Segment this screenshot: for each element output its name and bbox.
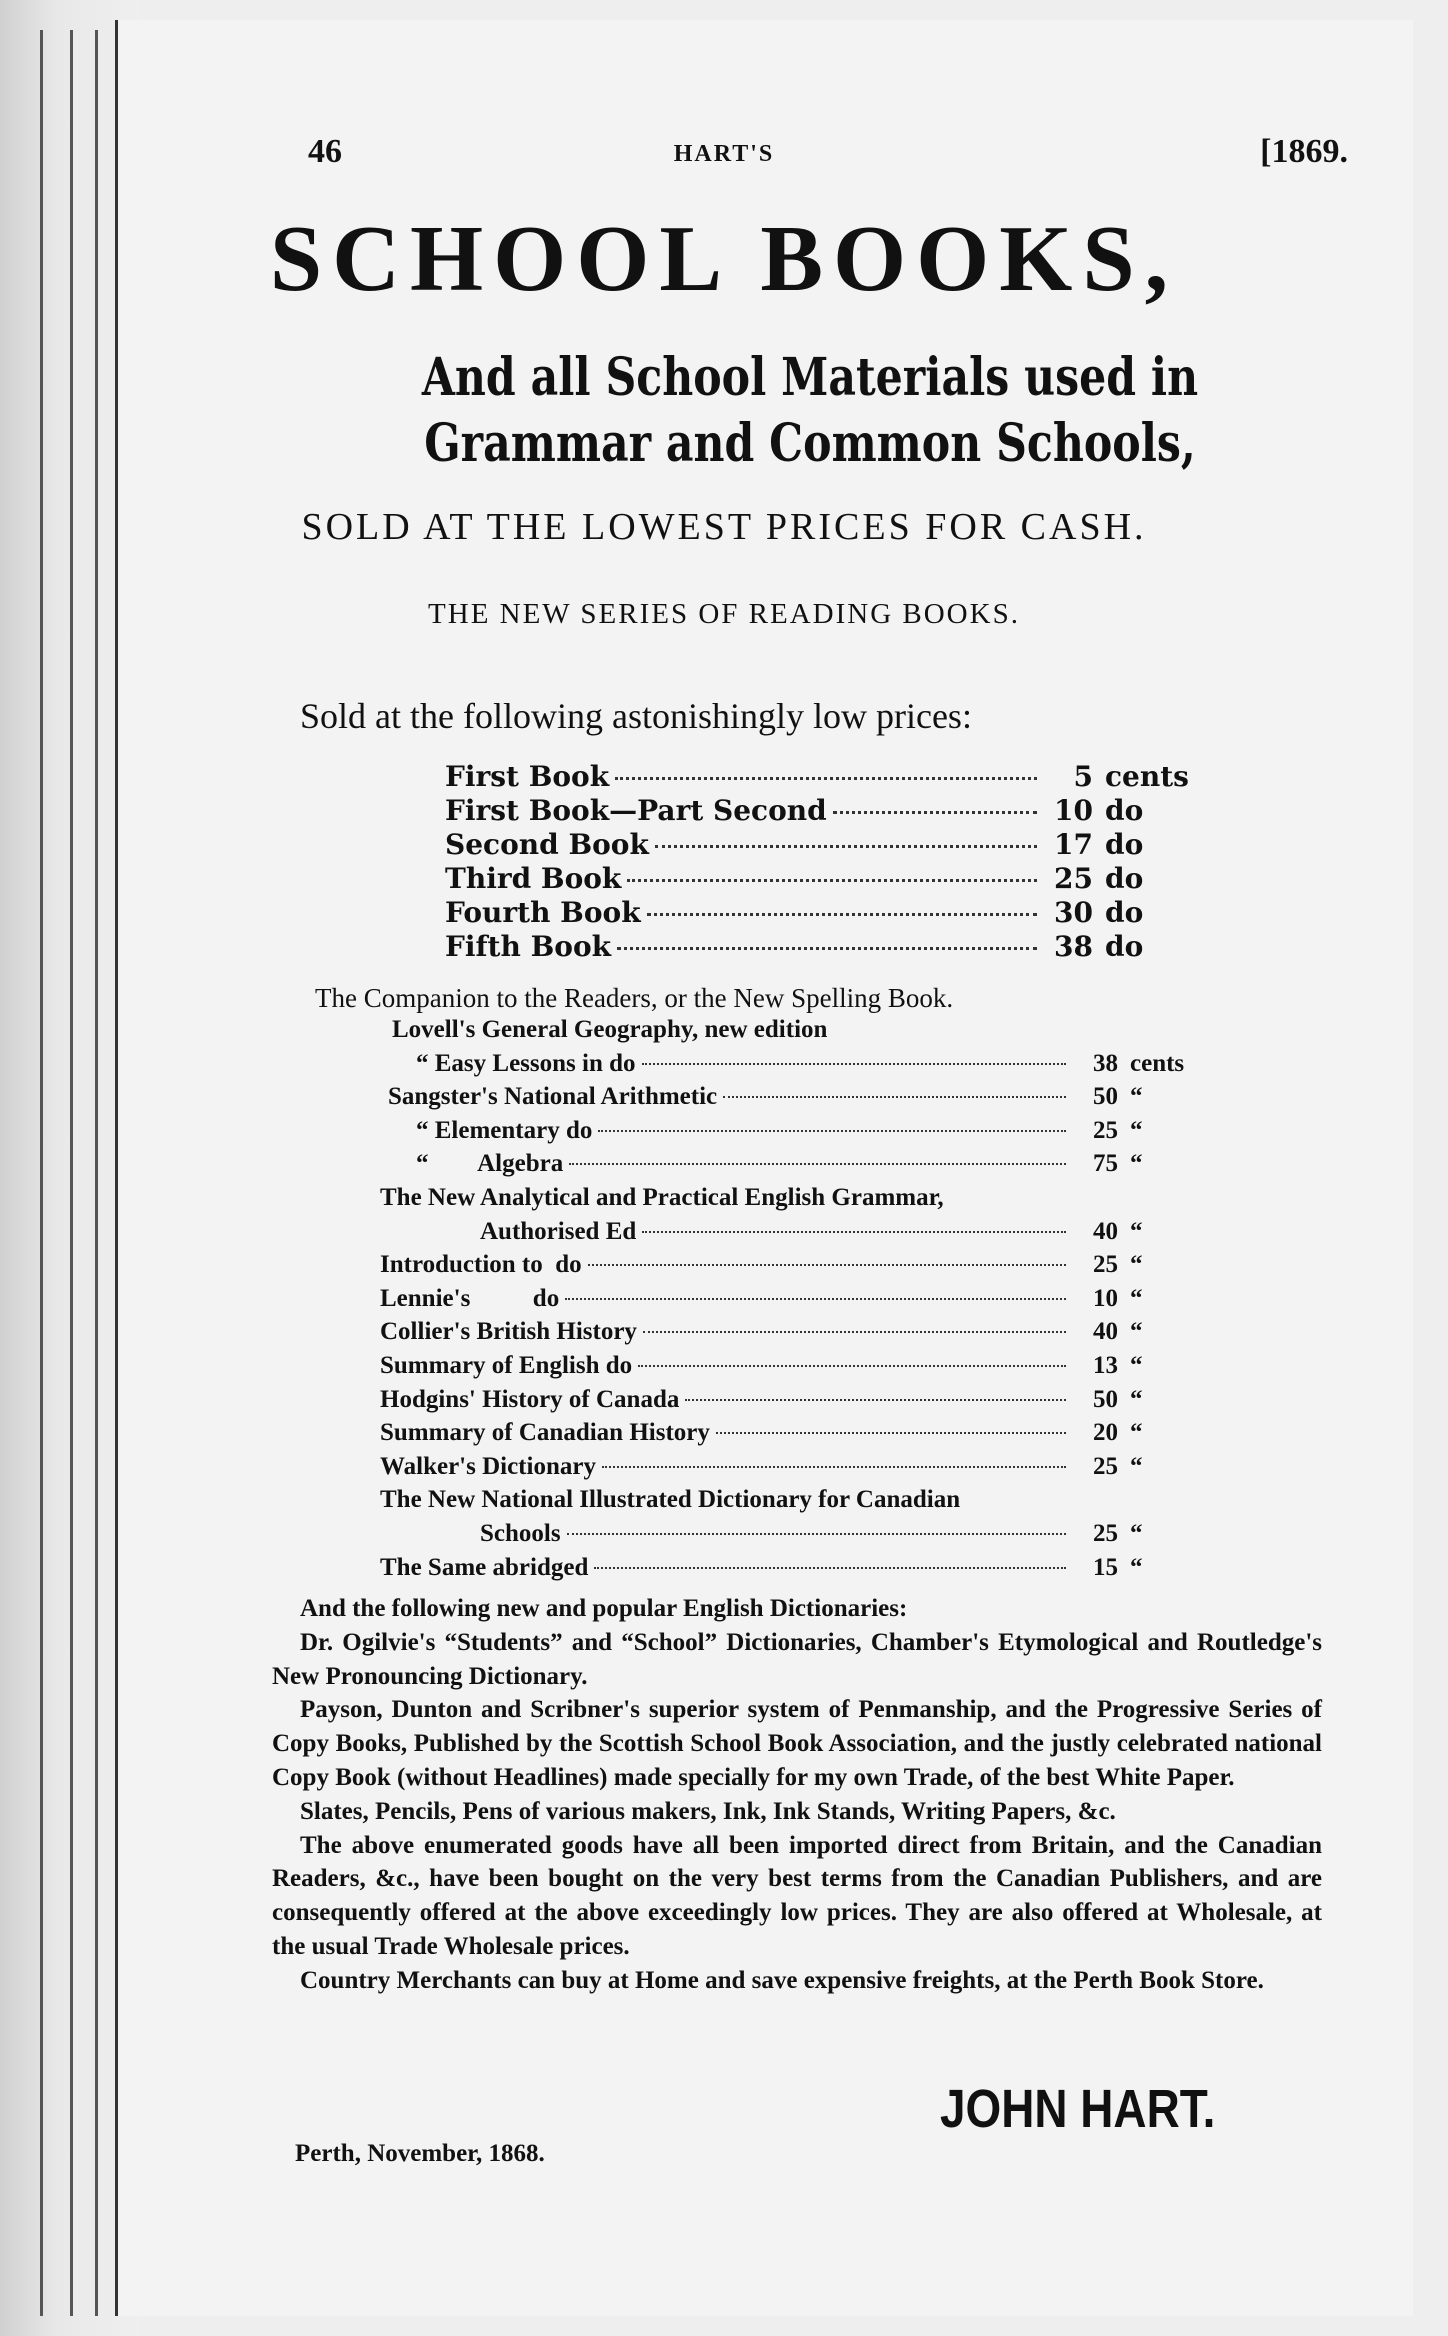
- leader-dots: [833, 811, 1037, 814]
- price-row: [380, 1285, 1210, 1319]
- leader-dots: [716, 1432, 1066, 1434]
- item-unit: “: [1130, 1284, 1143, 1312]
- item-name: Sangster's National Arithmetic: [388, 1083, 718, 1111]
- price-row: [445, 794, 1215, 828]
- price-row: [380, 1386, 1210, 1420]
- item-price: 5: [1073, 760, 1093, 793]
- leader-dots: [627, 879, 1037, 882]
- item-unit: “: [1130, 1452, 1143, 1480]
- item-price: 40: [1093, 1318, 1118, 1346]
- leader-dots: [643, 1331, 1066, 1333]
- readers-price-list: [445, 760, 1215, 964]
- item-price: 50: [1093, 1385, 1118, 1413]
- price-row: [380, 1150, 1210, 1184]
- item-name: Walker's Dictionary: [380, 1452, 596, 1480]
- year: [1869.: [1260, 133, 1348, 170]
- item-unit: “: [1130, 1083, 1143, 1111]
- page-number: 46: [308, 133, 342, 170]
- leader-dots: [655, 845, 1037, 848]
- item-unit: “: [1130, 1150, 1143, 1178]
- leader-dots: [567, 1533, 1066, 1535]
- item-unit: “: [1130, 1217, 1143, 1245]
- paragraph: The above enumerated goods have all been imported direct from Britain, and the Canadian Readers, &c., have been bought on the very best terms from the Canadian Publishers, and are consequently offered at the above exceedingly low prices. They are also offered at Wholesale, at the usual Trade Wholesale prices.: [272, 1831, 1322, 1960]
- item-name: “ Easy Lessons in do: [416, 1049, 636, 1077]
- item-price: 75: [1093, 1150, 1118, 1178]
- item-price: 25: [1093, 1452, 1118, 1480]
- item-unit: “: [1130, 1351, 1143, 1379]
- item-name: Hodgins' History of Canada: [380, 1385, 680, 1413]
- price-row: [445, 760, 1215, 794]
- item-price: 17: [1054, 828, 1093, 861]
- leader-dots: [598, 1130, 1066, 1132]
- leader-dots: [685, 1399, 1066, 1401]
- item-unit: do: [1105, 794, 1144, 827]
- item-name: “ Algebra: [416, 1150, 564, 1178]
- leader-dots: [615, 777, 1037, 780]
- item-price: 25: [1093, 1116, 1118, 1144]
- item-unit: “: [1130, 1553, 1143, 1581]
- page-edge-line: [70, 30, 73, 2316]
- price-row: [380, 1453, 1210, 1487]
- item-name: First Book—Part Second: [445, 794, 827, 827]
- price-row: [380, 1554, 1210, 1588]
- item-name: Third Book: [445, 862, 622, 895]
- item-price: 38: [1054, 930, 1093, 963]
- companion-line: The Companion to the Readers, or the New Spelling Book.: [315, 983, 954, 1013]
- item-price: 50: [1093, 1083, 1118, 1111]
- price-row: [445, 896, 1215, 930]
- item-price: 10: [1093, 1284, 1118, 1312]
- price-row: [380, 1251, 1210, 1285]
- price-row: [380, 1050, 1210, 1084]
- leader-dots: [569, 1163, 1066, 1165]
- paragraph: Payson, Dunton and Scribner's superior system of Penmanship, and the Progressive Series of Copy Books, Published by the Scottish School Book Association, and the justly celebrated national Copy Book (without Headlines) made specially for my own Trade, of the best White Paper.: [272, 1696, 1322, 1791]
- price-row: [380, 1318, 1210, 1352]
- item-price: 13: [1093, 1351, 1118, 1379]
- item-name: Summary of English do: [380, 1351, 633, 1379]
- price-row: [380, 1117, 1210, 1151]
- item-price: 15: [1093, 1553, 1118, 1581]
- item-unit: “: [1130, 1385, 1143, 1413]
- price-row: [380, 1218, 1210, 1252]
- item-name: Collier's British History: [380, 1318, 637, 1346]
- item-unit: cents: [1105, 760, 1189, 793]
- price-row: [445, 828, 1215, 862]
- item-unit: do: [1105, 828, 1144, 861]
- leader-dots: [642, 1063, 1066, 1065]
- item-name: Schools: [480, 1519, 561, 1547]
- running-header: [0, 133, 1448, 183]
- price-row: [445, 862, 1215, 896]
- price-row: [380, 1419, 1210, 1453]
- item-name: Fourth Book: [445, 896, 641, 929]
- item-unit: “: [1130, 1419, 1143, 1447]
- paragraph: Country Merchants can buy at Home and save expensive freights, at the Perth Book Store.: [300, 1966, 1264, 1994]
- page-title: SCHOOL BOOKS,: [269, 207, 1179, 311]
- item-name: Summary of Canadian History: [380, 1419, 710, 1447]
- leader-dots: [588, 1264, 1066, 1266]
- item-name: Fifth Book: [445, 930, 612, 963]
- item-price: 20: [1093, 1419, 1118, 1447]
- book-line: The New Analytical and Practical English Grammar,: [380, 1183, 944, 1211]
- item-price: 25: [1054, 862, 1093, 895]
- price-row: [445, 930, 1215, 964]
- leader-dots: [638, 1365, 1066, 1367]
- item-unit: “: [1130, 1318, 1143, 1346]
- item-unit: do: [1105, 862, 1144, 895]
- series-line: THE NEW SERIES OF READING BOOKS.: [428, 598, 1020, 630]
- intro-line: Sold at the following astonishingly low prices:: [300, 696, 972, 736]
- page-edge-line: [95, 30, 98, 2316]
- paragraph: And the following new and popular English Dictionaries:: [300, 1595, 908, 1622]
- price-row: [380, 1520, 1210, 1554]
- item-price: 38: [1093, 1049, 1118, 1077]
- item-unit: do: [1105, 930, 1144, 963]
- item-price: 10: [1054, 794, 1093, 827]
- item-name: The Same abridged: [380, 1553, 589, 1581]
- leader-dots: [723, 1096, 1066, 1098]
- item-price: 40: [1093, 1217, 1118, 1245]
- price-row: [380, 1352, 1210, 1386]
- item-name: Second Book: [445, 828, 649, 861]
- page-edge-line: [40, 30, 43, 2316]
- books-price-list: [380, 1016, 1210, 1587]
- paragraph: Slates, Pencils, Pens of various makers, Ink, Ink Stands, Writing Papers, &c.: [300, 1797, 1116, 1825]
- price-row: [380, 1083, 1210, 1117]
- item-name: Lennie's do: [380, 1284, 560, 1312]
- book-line: Lovell's General Geography, new edition: [392, 1016, 828, 1043]
- leader-dots: [642, 1231, 1066, 1233]
- leader-dots: [602, 1466, 1066, 1468]
- item-name: “ Elementary do: [416, 1116, 593, 1144]
- signature: JOHN HART.: [940, 2079, 1216, 2139]
- item-price: 30: [1054, 896, 1093, 929]
- item-name: Authorised Ed: [480, 1217, 637, 1245]
- item-price: 25: [1093, 1519, 1118, 1547]
- item-unit: “: [1130, 1519, 1143, 1547]
- subtitle: And all School Materials used in Grammar and Common Schools,: [421, 347, 1199, 474]
- item-name: Introduction to do: [380, 1251, 582, 1279]
- paragraph: Dr. Ogilvie's “Students” and “School” Dictionaries, Chamber's Etymological and Routledge's New Pronouncing Dictionary.: [272, 1628, 1322, 1690]
- sold-line: SOLD AT THE LOWEST PRICES FOR CASH.: [301, 506, 1147, 548]
- body-paragraphs: [272, 1592, 1322, 1998]
- leader-dots: [565, 1298, 1066, 1300]
- leader-dots: [647, 913, 1037, 916]
- leader-dots: [594, 1567, 1066, 1569]
- item-unit: do: [1105, 896, 1144, 929]
- item-unit: “: [1130, 1251, 1143, 1279]
- leader-dots: [617, 947, 1037, 950]
- item-price: 25: [1093, 1251, 1118, 1279]
- dateline: Perth, November, 1868.: [295, 2140, 545, 2167]
- book-line: The New National Illustrated Dictionary for Canadian: [380, 1486, 961, 1514]
- item-name: First Book: [445, 760, 610, 793]
- item-unit: “: [1130, 1116, 1143, 1144]
- running-title: HART'S: [673, 141, 775, 167]
- item-unit: cents: [1130, 1049, 1185, 1077]
